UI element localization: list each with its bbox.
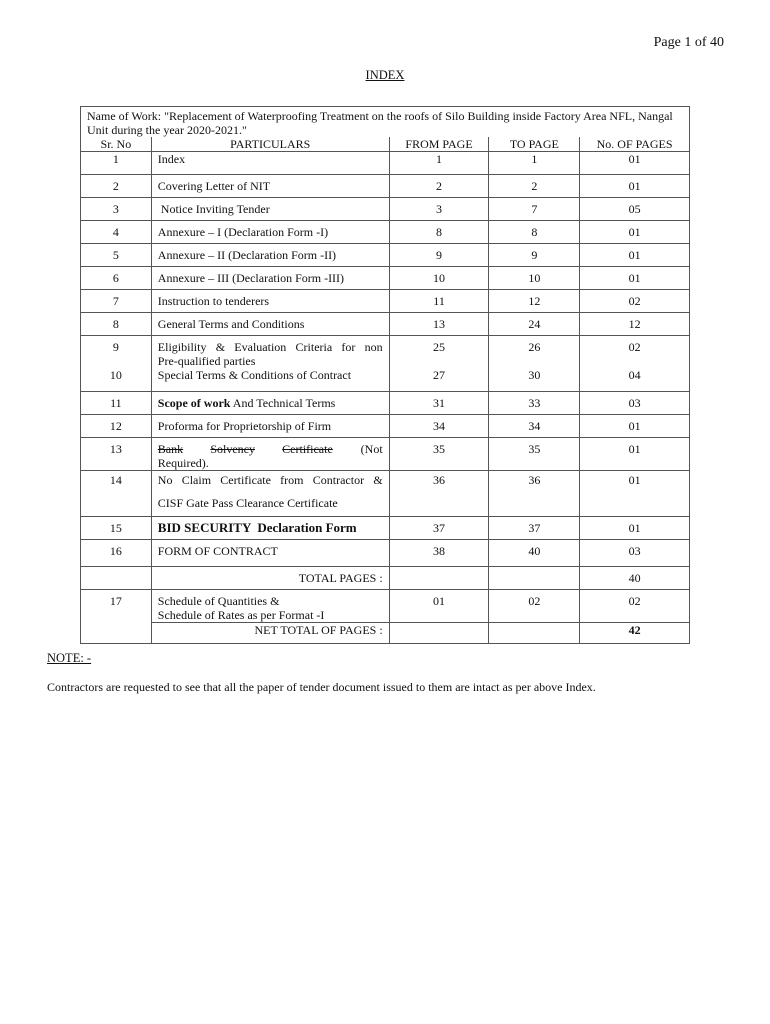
particular-cell: Annexure – I (Declaration Form -I) bbox=[151, 221, 389, 244]
particular-cell: Special Terms & Conditions of Contract bbox=[151, 368, 389, 391]
to-cell: 02 bbox=[489, 589, 580, 622]
table-row bbox=[81, 267, 690, 290]
particular-line: Schedule of Rates as per Format -I bbox=[157, 607, 325, 622]
pages-cell: 01 bbox=[580, 470, 690, 516]
sr-cell: 16 bbox=[81, 539, 152, 566]
index-title: INDEX bbox=[365, 68, 405, 82]
to-cell: 35 bbox=[489, 437, 580, 470]
particular-cell: Covering Letter of NIT bbox=[151, 175, 389, 198]
to-cell: 12 bbox=[489, 290, 580, 313]
name-of-work: Name of Work: "Replacement of Waterproofing Treatment on the roofs of Silo Building inside Factory Area NFL, Nangal Unit during the year 2020-2021." bbox=[81, 107, 690, 138]
pages-cell: 01 bbox=[580, 414, 690, 437]
note-text: Contractors are requested to see that all the paper of tender document issued to them are intact as per above Index. bbox=[47, 680, 596, 694]
sr-cell: 5 bbox=[81, 244, 152, 267]
from-cell: 11 bbox=[389, 290, 489, 313]
pages-cell: 05 bbox=[580, 198, 690, 221]
particular-cell bbox=[151, 437, 389, 470]
particular-line: Required). bbox=[157, 455, 209, 470]
to-cell: 37 bbox=[489, 516, 580, 539]
note-label: NOTE: - bbox=[47, 651, 92, 665]
from-cell: 31 bbox=[389, 391, 489, 414]
to-cell: 10 bbox=[489, 267, 580, 290]
table-row bbox=[81, 516, 690, 539]
sr-cell: 2 bbox=[81, 175, 152, 198]
sr-cell: 7 bbox=[81, 290, 152, 313]
struck-word: Solvency bbox=[210, 441, 255, 456]
pages-cell: 01 bbox=[580, 221, 690, 244]
table-row bbox=[81, 539, 690, 566]
total-from-cell bbox=[389, 566, 489, 589]
table-row bbox=[81, 290, 690, 313]
from-cell: 10 bbox=[389, 267, 489, 290]
particular-cell: General Terms and Conditions bbox=[151, 313, 389, 336]
sr-cell: 3 bbox=[81, 198, 152, 221]
table-row bbox=[81, 175, 690, 198]
from-cell: 27 bbox=[389, 368, 489, 391]
from-cell: 38 bbox=[389, 539, 489, 566]
to-cell: 26 bbox=[489, 336, 580, 369]
struck-word: Certificate bbox=[282, 441, 333, 456]
pages-cell: 01 bbox=[580, 244, 690, 267]
from-cell: 2 bbox=[389, 175, 489, 198]
header-particulars: PARTICULARS bbox=[151, 137, 389, 152]
sr-cell: 4 bbox=[81, 221, 152, 244]
net-total-row bbox=[81, 622, 690, 643]
to-cell: 24 bbox=[489, 313, 580, 336]
particular-line bbox=[158, 442, 383, 456]
particular-cell: Instruction to tenderers bbox=[151, 290, 389, 313]
header-sr: Sr. No bbox=[81, 137, 152, 152]
from-cell: 3 bbox=[389, 198, 489, 221]
net-total-to-cell bbox=[489, 622, 580, 643]
total-label: TOTAL PAGES : bbox=[151, 566, 389, 589]
pages-cell: 03 bbox=[580, 391, 690, 414]
sr-cell: 8 bbox=[81, 313, 152, 336]
to-cell: 34 bbox=[489, 414, 580, 437]
table-row bbox=[81, 152, 690, 175]
from-cell: 13 bbox=[389, 313, 489, 336]
sr-cell: 9 bbox=[81, 336, 152, 369]
particular-line: Pre-qualified parties bbox=[157, 354, 256, 368]
pages-cell: 02 bbox=[580, 290, 690, 313]
from-cell: 8 bbox=[389, 221, 489, 244]
net-total-label: NET TOTAL OF PAGES : bbox=[151, 622, 389, 643]
sr-cell: 17 bbox=[81, 589, 152, 622]
to-cell: 1 bbox=[489, 152, 580, 175]
particular-cell: Notice Inviting Tender bbox=[151, 198, 389, 221]
to-cell: 40 bbox=[489, 539, 580, 566]
from-cell: 25 bbox=[389, 336, 489, 369]
net-total-from-cell bbox=[389, 622, 489, 643]
particular-note: (Not bbox=[360, 441, 383, 456]
table-row bbox=[81, 589, 690, 622]
header-row bbox=[81, 137, 690, 152]
pages-cell: 01 bbox=[580, 437, 690, 470]
struck-word: Bank bbox=[157, 441, 184, 456]
struck-text bbox=[158, 442, 333, 456]
header-to: TO PAGE bbox=[489, 137, 580, 152]
table-row bbox=[81, 470, 690, 516]
table-row bbox=[81, 198, 690, 221]
particular-cell bbox=[151, 391, 389, 414]
sr-cell: 15 bbox=[81, 516, 152, 539]
to-cell: 2 bbox=[489, 175, 580, 198]
to-cell: 33 bbox=[489, 391, 580, 414]
pages-cell: 03 bbox=[580, 539, 690, 566]
sr-cell: 12 bbox=[81, 414, 152, 437]
table-row bbox=[81, 221, 690, 244]
from-cell: 1 bbox=[389, 152, 489, 175]
particular-line: Eligibility & Evaluation Criteria for non bbox=[157, 340, 383, 354]
particular-cell bbox=[151, 336, 389, 369]
table-row bbox=[81, 368, 690, 391]
to-cell: 8 bbox=[489, 221, 580, 244]
net-total-value: 42 bbox=[580, 622, 690, 643]
particular-bold: Scope of work bbox=[157, 395, 231, 410]
to-cell: 36 bbox=[489, 470, 580, 516]
total-row bbox=[81, 566, 690, 589]
particular-line: CISF Gate Pass Clearance Certificate bbox=[157, 495, 338, 510]
pages-cell: 01 bbox=[580, 152, 690, 175]
to-cell: 7 bbox=[489, 198, 580, 221]
sr-cell: 10 bbox=[81, 368, 152, 391]
total-to-cell bbox=[489, 566, 580, 589]
pages-cell: 01 bbox=[580, 175, 690, 198]
particular-line: No Claim Certificate from Contractor & bbox=[157, 472, 383, 487]
table-row bbox=[81, 437, 690, 470]
to-cell: 30 bbox=[489, 368, 580, 391]
table-row bbox=[81, 336, 690, 369]
particular-cell: Annexure – II (Declaration Form -II) bbox=[151, 244, 389, 267]
from-cell: 37 bbox=[389, 516, 489, 539]
from-cell: 35 bbox=[389, 437, 489, 470]
particular-line: Schedule of Quantities & bbox=[157, 593, 280, 608]
total-value: 40 bbox=[580, 566, 690, 589]
sr-cell: 14 bbox=[81, 470, 152, 516]
header-pages: No. OF PAGES bbox=[580, 137, 690, 152]
pages-cell: 12 bbox=[580, 313, 690, 336]
net-total-sr-cell bbox=[81, 622, 152, 643]
particular-cell: Index bbox=[151, 152, 389, 175]
sr-cell: 1 bbox=[81, 152, 152, 175]
pages-cell: 02 bbox=[580, 336, 690, 369]
particular-cell: BID SECURITY Declaration Form bbox=[151, 516, 389, 539]
particular-cell: Proforma for Proprietorship of Firm bbox=[151, 414, 389, 437]
page-number: Page 1 of 40 bbox=[653, 35, 724, 50]
table-row bbox=[81, 391, 690, 414]
particular-cell: FORM OF CONTRACT bbox=[151, 539, 389, 566]
sr-cell: 11 bbox=[81, 391, 152, 414]
table-row bbox=[81, 244, 690, 267]
pages-cell: 02 bbox=[580, 589, 690, 622]
from-cell: 01 bbox=[389, 589, 489, 622]
from-cell: 9 bbox=[389, 244, 489, 267]
sr-cell: 6 bbox=[81, 267, 152, 290]
table-row bbox=[81, 313, 690, 336]
total-sr-cell bbox=[81, 566, 152, 589]
from-cell: 34 bbox=[389, 414, 489, 437]
index-table bbox=[80, 106, 690, 644]
pages-cell: 01 bbox=[580, 267, 690, 290]
particular-cell bbox=[151, 470, 389, 516]
sr-cell: 13 bbox=[81, 437, 152, 470]
to-cell: 9 bbox=[489, 244, 580, 267]
name-of-work-row bbox=[81, 107, 690, 138]
particular-rest: And Technical Terms bbox=[230, 395, 336, 410]
particular-cell: Annexure – III (Declaration Form -III) bbox=[151, 267, 389, 290]
header-from: FROM PAGE bbox=[389, 137, 489, 152]
pages-cell: 04 bbox=[580, 368, 690, 391]
from-cell: 36 bbox=[389, 470, 489, 516]
pages-cell: 01 bbox=[580, 516, 690, 539]
particular-cell bbox=[151, 589, 389, 622]
table-row bbox=[81, 414, 690, 437]
